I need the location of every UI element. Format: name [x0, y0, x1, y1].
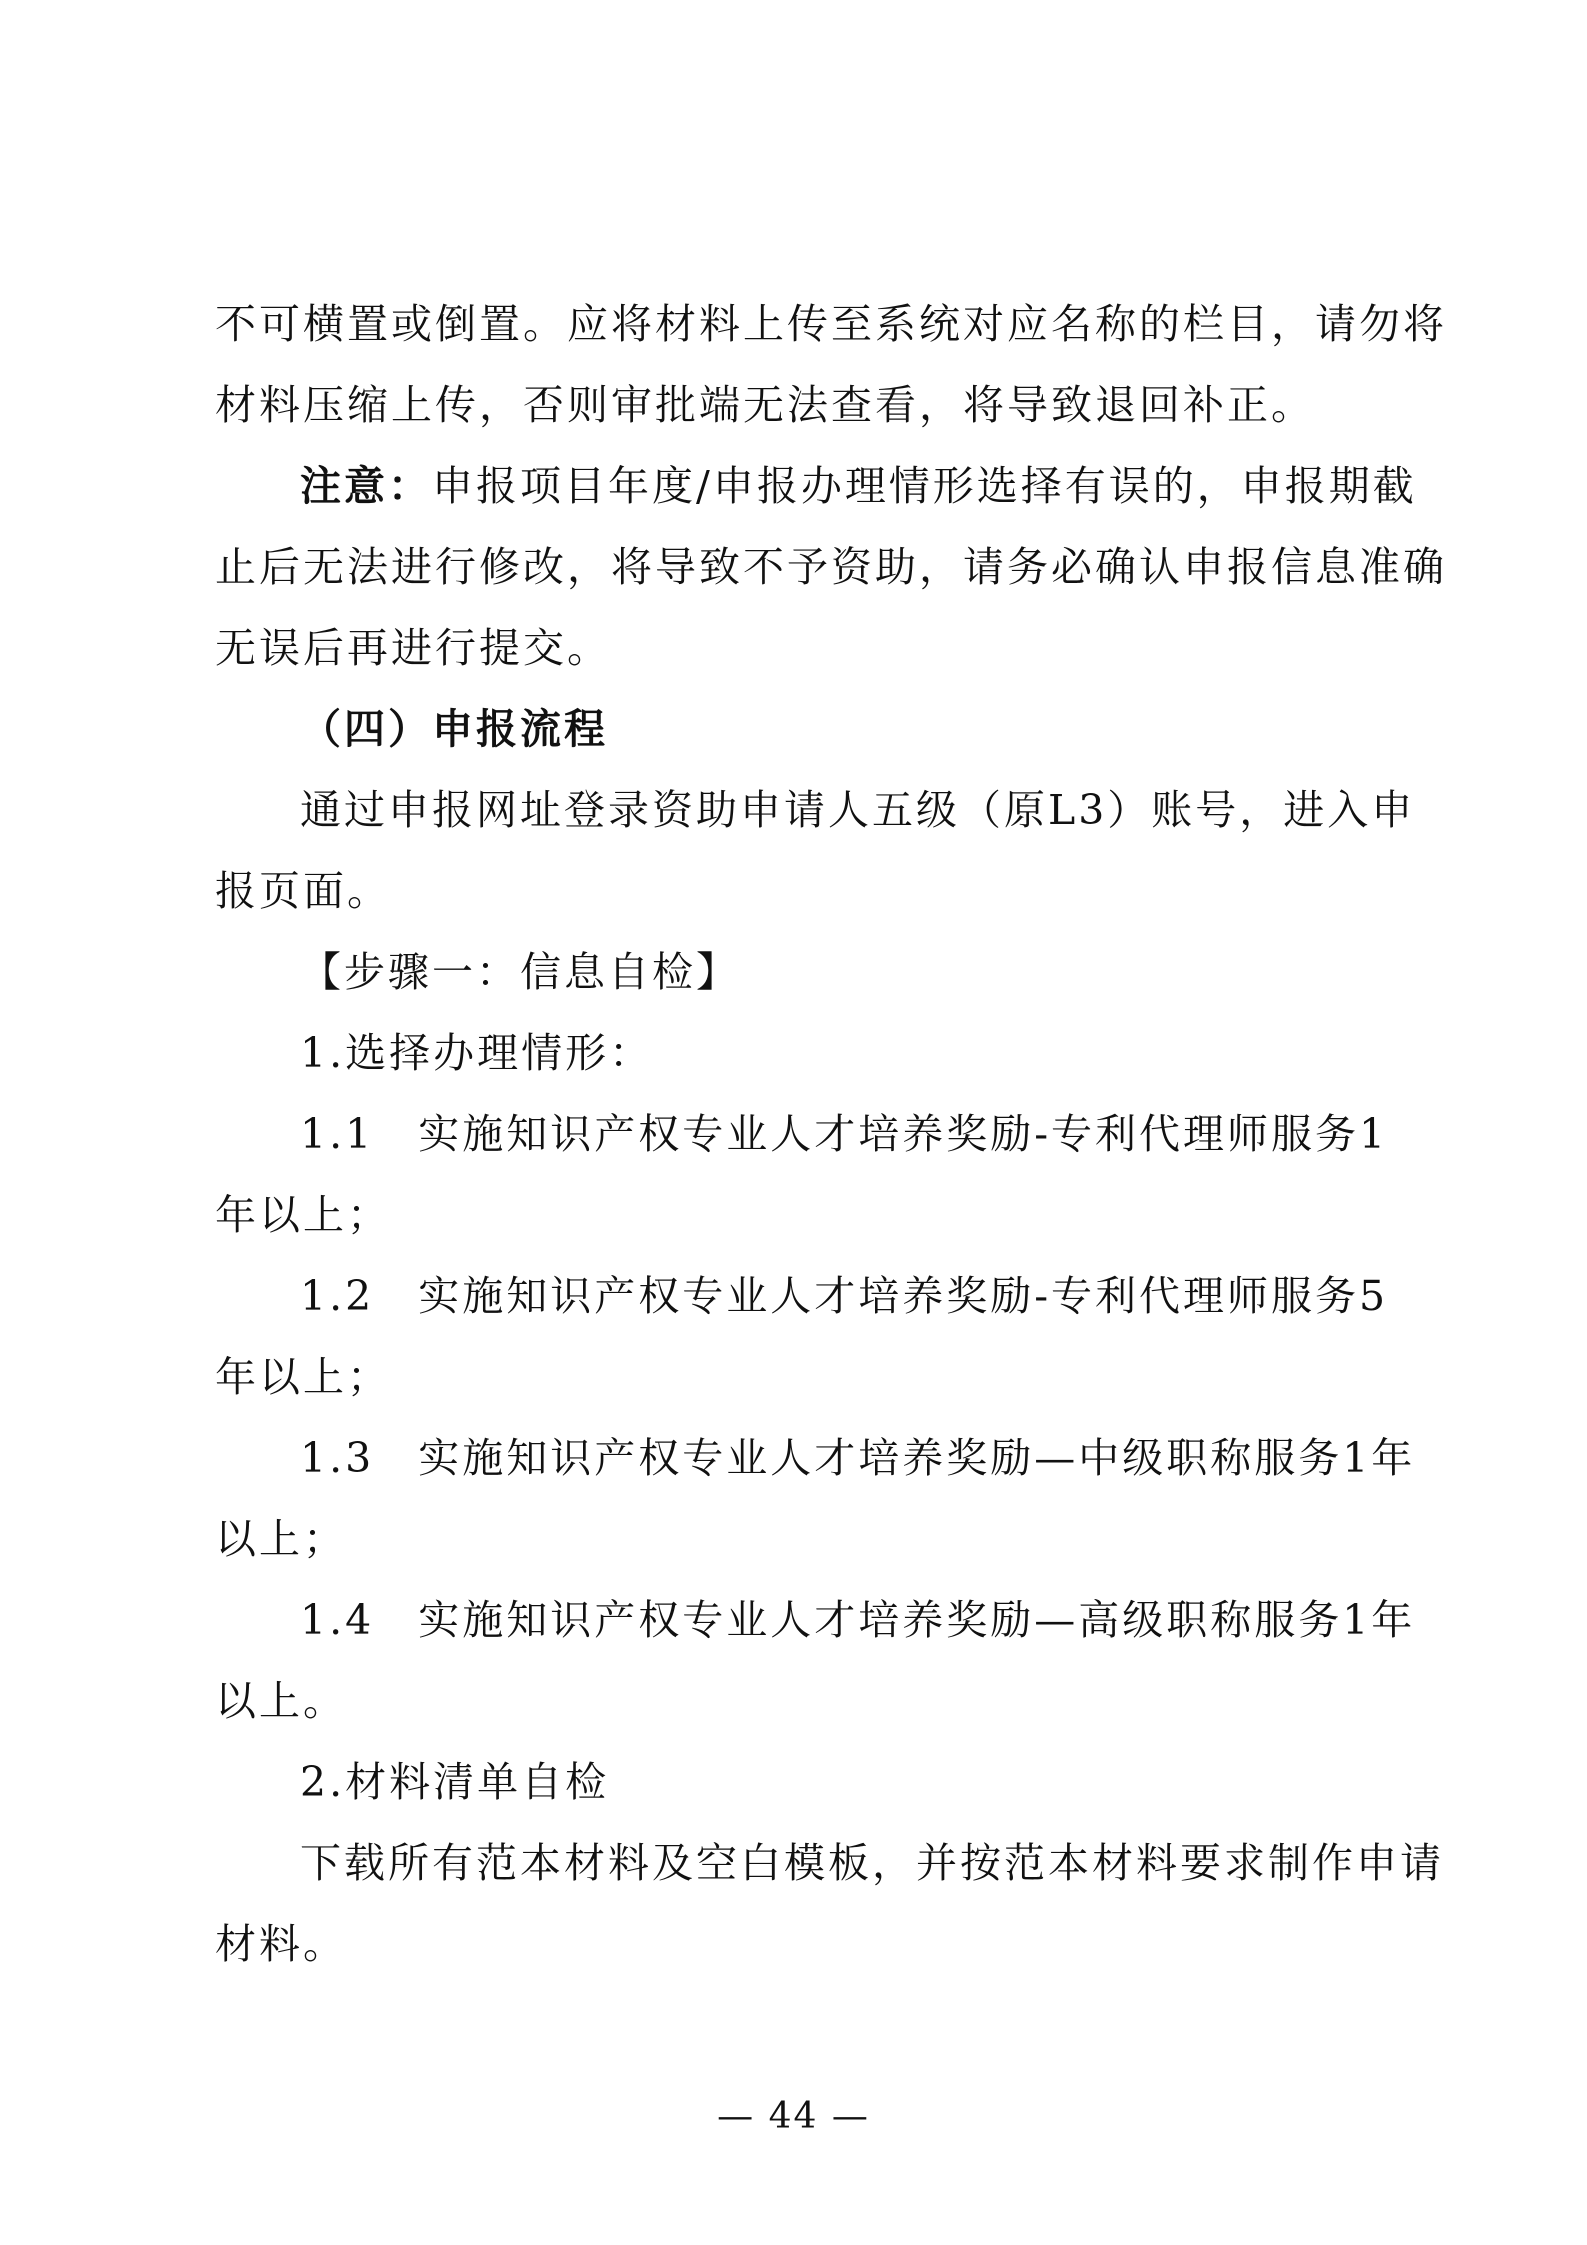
line-text: 无误后再进行提交。 [215, 624, 611, 672]
list-item [300, 1270, 1388, 1322]
step-text: 【步骤一：信息自检】 [300, 948, 740, 996]
line-text: 1.2 实施知识产权专业人才培养奖励-专利代理师服务5 [300, 1272, 1389, 1320]
line-text: 年以上； [215, 1191, 391, 1239]
note-label: 注意： [300, 462, 432, 510]
list-item-continuation [215, 1189, 391, 1241]
list-item-continuation [215, 1675, 347, 1727]
line-text: 以上。 [215, 1677, 347, 1725]
line-text: 不可横置或倒置。应将材料上传至系统对应名称的栏目，请勿将 [215, 300, 1447, 348]
line-text: 年以上； [215, 1353, 391, 1401]
page-number: — 44 — [717, 2096, 870, 2137]
list-heading [300, 1027, 653, 1079]
paragraph-line [215, 298, 1447, 350]
list-item [300, 1594, 1415, 1646]
list-heading [300, 1756, 609, 1808]
section-heading [300, 703, 608, 755]
line-text: 通过申报网址登录资助申请人五级（原L3）账号，进入申 [300, 786, 1416, 834]
note-line [300, 460, 1417, 512]
paragraph-line [215, 622, 611, 674]
line-text: 报页面。 [215, 867, 391, 915]
heading-text: （四）申报流程 [300, 705, 608, 753]
line-text: 1.1 实施知识产权专业人才培养奖励-专利代理师服务1 [300, 1110, 1389, 1158]
line-text: 止后无法进行修改，将导致不予资助，请务必确认申报信息准确 [215, 543, 1447, 591]
step-heading [300, 946, 740, 998]
paragraph-line [215, 1918, 347, 1970]
line-text: 1.4 实施知识产权专业人才培养奖励—高级职称服务1年 [300, 1596, 1416, 1644]
line-text: 1.选择办理情形： [300, 1029, 654, 1077]
line-text: 以上； [215, 1515, 347, 1563]
line-text: 1.3 实施知识产权专业人才培养奖励—中级职称服务1年 [300, 1434, 1416, 1482]
list-item [300, 1108, 1388, 1160]
line-text: 2.材料清单自检 [300, 1758, 610, 1806]
line-text: 下载所有范本材料及空白模板，并按范本材料要求制作申请 [300, 1839, 1444, 1887]
paragraph-line [215, 865, 391, 917]
paragraph-line [215, 379, 1315, 431]
line-text: 申报项目年度/申报办理情形选择有误的，申报期截 [432, 462, 1417, 510]
list-item-continuation [215, 1513, 347, 1565]
paragraph-line [300, 784, 1415, 836]
paragraph-line [215, 541, 1447, 593]
list-item-continuation [215, 1351, 391, 1403]
line-text: 材料。 [215, 1920, 347, 1968]
line-text: 材料压缩上传，否则审批端无法查看，将导致退回补正。 [215, 381, 1315, 429]
paragraph-line [300, 1837, 1444, 1889]
list-item [300, 1432, 1415, 1484]
